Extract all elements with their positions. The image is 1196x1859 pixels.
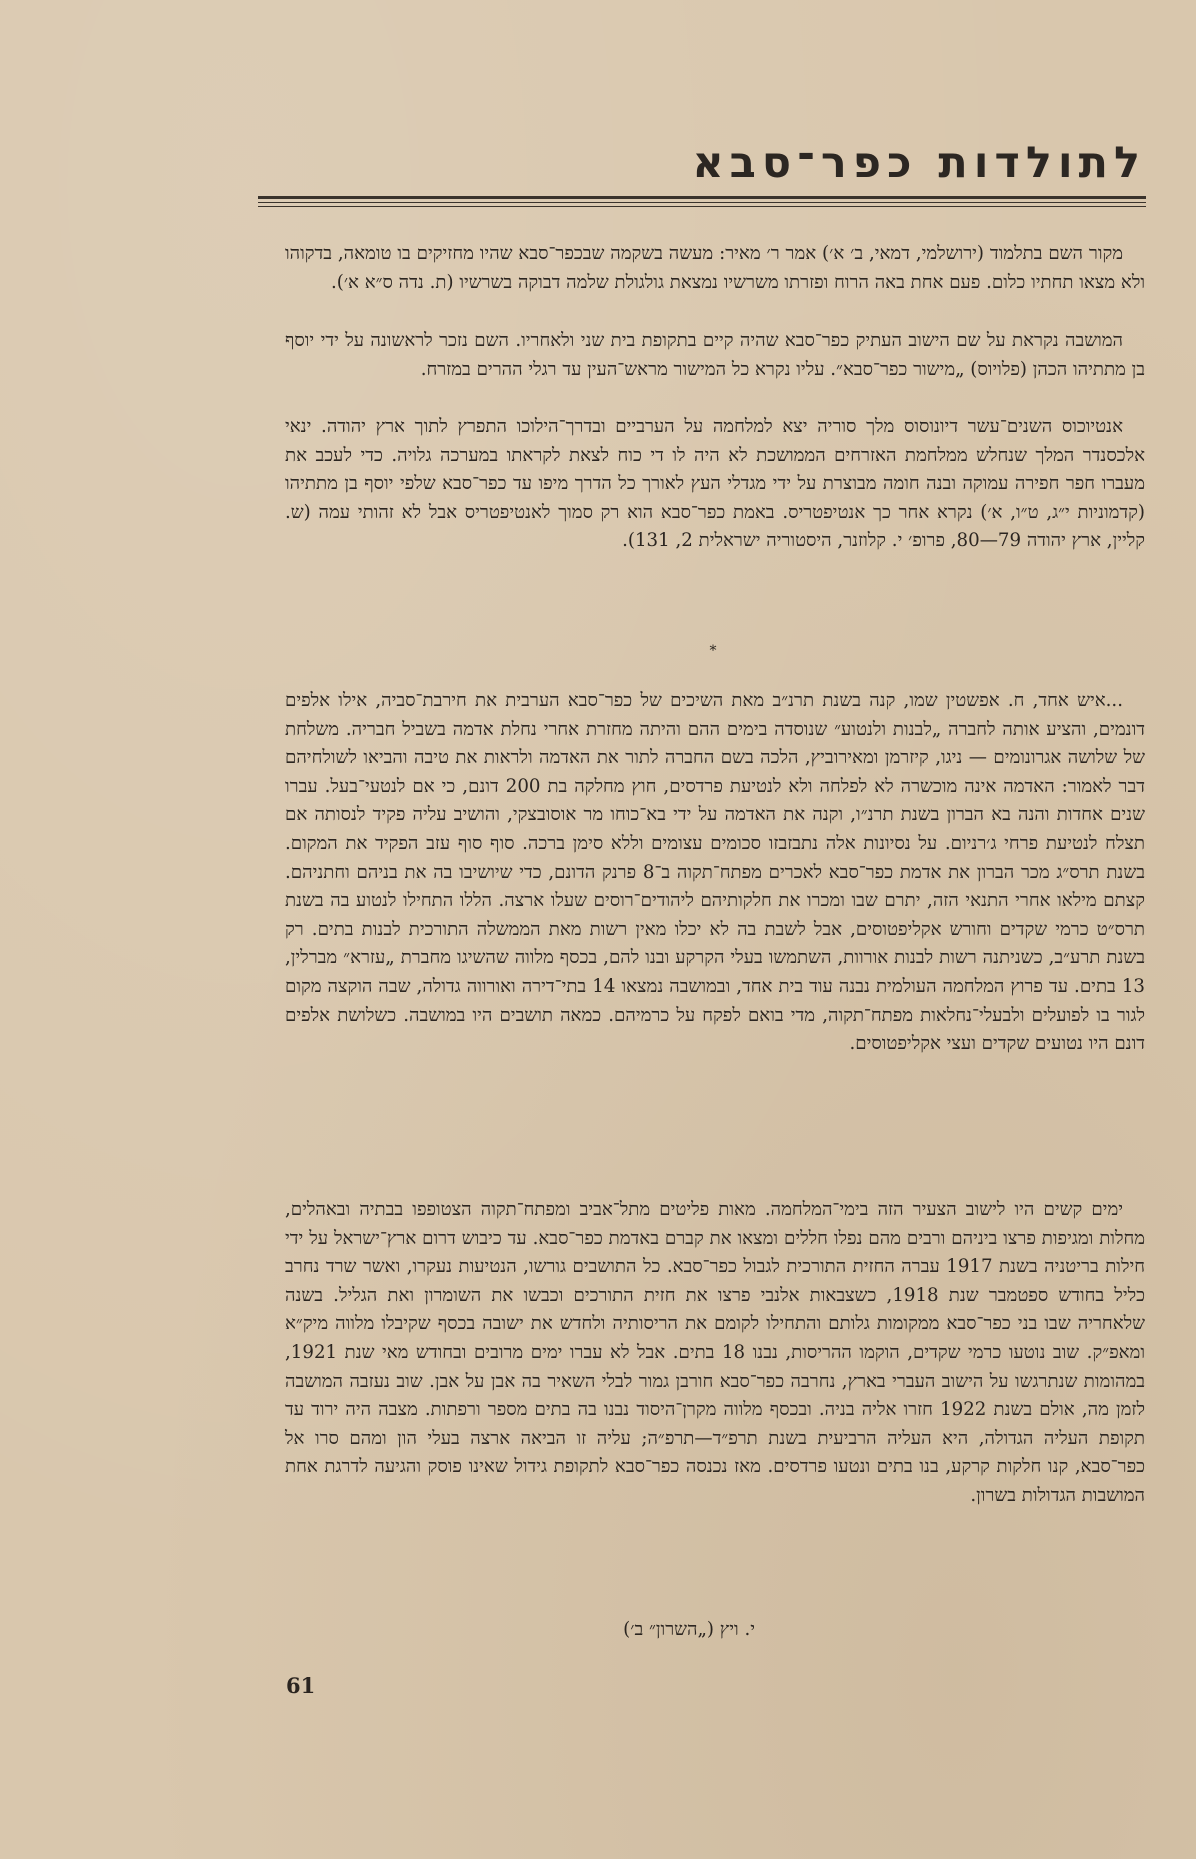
page-number: 61	[286, 1673, 316, 1698]
title-rule-thin	[258, 202, 1146, 203]
paragraph-ancient-settlement: המושבה נקראת על שם הישוב העתיק כפר־סבא שהיה קיים בתקופת בית שני ולאחריו. השם נזכר לראשונה על ידי יוסף בן מתתיהו הכהן (פלויוס) „מישור כפר־סבא״. עליו נקרא כל המישור מראש־העין עד רגלי ההרים במזרח.	[285, 330, 1145, 380]
title-rule-thick	[258, 196, 1146, 199]
paragraph-war-years: ימים קשים היו לישוב הצעיר הזה בימי־המלחמה. מאות פליטים מתל־אביב ומפתח־תקוה הצטופפו בבתיה ובאהלים, מחלות ומגיפות פרצו ביניהם ורבים מהם נפלו חללים ומצאו את קברם באדמת כפר־סבא. עד כיבוש דרום ארץ־ישראל על ידי חילות בריטניה בשנת 1917 עברה החזית התורכית לגבול כפר־סבא. כל התושבים גורשו, הנטיעות נעקרו, ואשר שרד נחרב כליל בחודש ספטמבר שנת 1918, כשצבאות אלנבי פרצו את חזית התורכים וכבשו את השומרון ואת הגליל. בשנה שלאחריה שבו בני כפר־סבא ממקומות גלותם והתחילו לקומם את הריסותיה ולחדש את ישובה בכסף שקיבלו מלווה מיק״א ומאפ״ק. שוב נוטעו כרמי שקדים, הוקמו ההריסות, נבנו 18 בתים. אבל לא עברו ימים מרובים ובחודש מאי שנת 1921, במהומות שנתרגשו על הישוב העברי בארץ, נחרבה כפר־סבא חורבן גמור לבלי השאיר בה אבן על אבן. שוב נעזבה המושבה לזמן מה, אולם בשנת 1922 חזרו אליה בניה. ובכסף מלווה מקרן־היסוד נבנו בה בתים מספר ורפתות. מצבה היה ירוד עד תקופת העליה הגדולה, היא העליה הרביעית בשנת תרפ״ד—תרפ״ה; עליה זו הביאה ארצה בעלי הון ומהם סרו אל כפר־סבא, קנו חלקות קרקע, בנו בתים ונטעו פרדסים. מאז נכנסה כפר־סבא לתקופת גידול שאינו פוסק והגיעה לדרגת אחת המושבות הגדולות בשרון.	[285, 1199, 1146, 1506]
article-title: לתולדות כפר־סבא	[692, 138, 1146, 188]
section-separator: *	[709, 643, 717, 659]
paragraph-name-origin: מקור השם בתלמוד (ירושלמי, דמאי, ב׳ א׳) אמר ר׳ מאיר: מעשה בשקמה שבכפר־סבא שהיו מחזיקים בו טומאה, בדקוהו ולא מצאו תחתיו כלום. פעם אחת באה הרוח ופזרתו משרשיו נמצאת גולגולת שלמה דבוקה בשרשיו (ת. נדה ס״א א׳).	[285, 243, 1145, 293]
author-signature: י. ויץ („השרון״ ב׳)	[623, 1619, 755, 1640]
title-rule-thin-lower	[258, 206, 1146, 207]
paragraph-modern-history: ...איש אחד, ח. אפשטין שמו, קנה בשנת תרנ״ב מאת השיכים של כפר־סבא הערבית את חירבת־סביה, אילו אלפים דונמים, והציע אותה לחברה „לבנות ולנטוע״ שנוסדה בימים ההם והיתה מחזרת אחרי נחלת אדמה בשביל חבריה. משלחת של שלושה אגרונומים — ניגו, קיזרמן ומאירוביץ, הלכה בשם החברה לתור את האדמה ולראות את טיבה והביאו לשולחיהם דבר לאמור: האדמה אינה מוכשרה לא לפלחה ולא לנטיעת פרדסים, חוץ מחלקה בת 200 דונם, כי אם לנטעי־בעל. עברו שנים אחדות והנה בא הברון בשנת תרנ״ו, וקנה את האדמה על ידי בא־כוחו מר אוסובצקי, והושיב עליה פקיד לנסותה אם תצלח לנטיעת פרחי ג׳רניום. על נסיונות אלה נתבזבזו סכומים עצומים וללא סימן ברכה. סוף סוף עזב הפקיד את המקום. בשנת תרס״ג מכר הברון את אדמת כפר־סבא לאכרים מפתח־תקוה ב־8 פרנק הדונם, כדי שיושיבו בה את בניהם וחתניהם. קצתם מילאו אחרי התנאי הזה, יתרם שבו ומכרו את חלקותיהם ליהודים־רוסים שעלו ארצה. הללו התחילו לנטוע בה בשנת תרס״ט כרמי שקדים וחורש אקליפטוסים, אבל לשבת בה לא יכלו מאין רשות מאת הממשלה התורכית לבנות בתים. רק בשנת תרע״ב, כשניתנה רשות לבנות אורוות, השתמשו בעלי הקרקע ובנו להם, בכסף מלווה שהשיגו מחברת „עזרא״ מברלין, 13 בתים. עד פרוץ המלחמה העולמית נבנה עוד בית אחד, ובמושבה נמצאו 14 בתי־דירה ואורווה גדולה, שבה הוקצה מקום לגור בו לפועלים ולבעלי־נחלאות מפתח־תקוה, מדי בואם לפקח על כרמיהם. כמאה תושבים היו במושבה. כשלושת אלפים דונם היו נטועים שקדים ועצי אקליפטוסים.	[285, 690, 1145, 1055]
paragraph-antiochus: אנטיוכוס השנים־עשר דיונוסוס מלך סוריה יצא למלחמה על הערביים ובדרך־הילוכו התפרץ לתוך ארץ יהודה. ינאי אלכסנדר המלך שנחלש ממלחמת האזרחים הממושכת לא היה לו די כוח לצאת לקראתו במערכה גלויה. כדי לעכב את מעברו חפר חפירה עמוקה ובנה חומה מבוצרת על ידי מגדלי העץ לאורך כל הדרך מיפו עד כפר־סבא שלפי יוסף בן מתתיהו (קדמוניות י״ג, ט״ו, א׳) נקרא אחר כך אנטיפטריס. באמת כפר־סבא הוא רק סמוך לאנטיפטריס אבל לא זהותי עמה (ש. קליין, ארץ יהודה 79—80, פרופ׳ י. קלוזנר, היסטוריה ישראלית 2, 131).	[285, 416, 1145, 552]
